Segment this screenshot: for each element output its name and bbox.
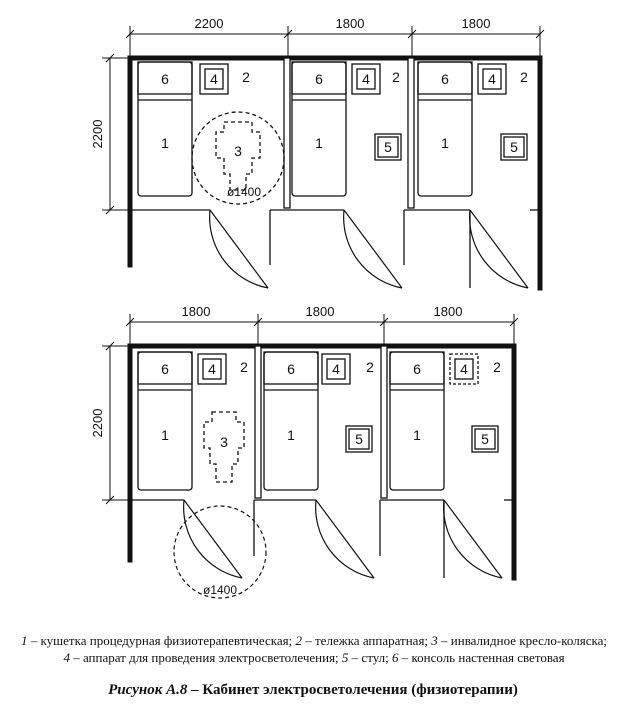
label-6: 6	[161, 71, 169, 87]
legend-num-1: 1	[21, 633, 28, 648]
label-6: 6	[315, 71, 323, 87]
label-5: 5	[510, 139, 518, 155]
top-dimension-3: 1800	[461, 16, 491, 31]
legend-num-2: 2	[295, 633, 302, 648]
legend-text-5: – стул;	[348, 650, 392, 665]
top-dimension-2: 1800	[335, 16, 365, 31]
legend-num-4: 4	[63, 650, 70, 665]
label-2: 2	[520, 69, 528, 85]
label-6: 6	[161, 361, 169, 377]
label-5: 5	[481, 431, 489, 447]
label-6: 6	[287, 361, 295, 377]
label-6: 6	[441, 71, 449, 87]
label-4: 4	[208, 361, 216, 377]
label-1: 1	[413, 427, 421, 443]
label-1: 1	[161, 135, 169, 151]
label-2: 2	[242, 69, 250, 85]
bottom-height-dimension: 2200	[90, 408, 105, 438]
label-1: 1	[161, 427, 169, 443]
label-3: 3	[220, 434, 228, 450]
room-bottom-1	[138, 352, 244, 490]
top-dimension-2: 1800	[305, 304, 335, 319]
label-2: 2	[493, 359, 501, 375]
legend-text-6: – консоль настенная световая	[398, 650, 565, 665]
plan-top	[102, 26, 544, 288]
room-bottom-2	[264, 352, 372, 490]
label-1: 1	[315, 135, 323, 151]
room-bottom-3	[390, 352, 498, 490]
circle-diameter-label: ø1400	[226, 185, 262, 199]
legend-num-6: 6	[391, 650, 399, 665]
legend-text-4: – аппарат для проведения электросветолечения;	[69, 650, 342, 665]
legend-text-3: – инвалидное кресло-коляска;	[437, 633, 607, 648]
top-dimension-1: 2200	[194, 16, 224, 31]
top-dimension-1: 1800	[181, 304, 211, 319]
label-4: 4	[362, 71, 370, 87]
figure-caption	[0, 682, 626, 699]
label-6: 6	[413, 361, 421, 377]
label-5: 5	[384, 139, 392, 155]
legend-num-3: 3	[431, 633, 438, 648]
figure-title: – Кабинет электросветолечения (физиотерапии)	[187, 682, 518, 698]
top-dimension-3: 1800	[433, 304, 463, 319]
room-top-2	[292, 62, 401, 196]
label-4: 4	[488, 71, 496, 87]
legend-text-1: – кушетка процедурная физиотерапевтическая;	[27, 633, 296, 648]
label-1: 1	[441, 135, 449, 151]
plan-bottom	[102, 314, 518, 598]
doors	[210, 210, 528, 288]
label-4: 4	[210, 71, 218, 87]
label-4: 4	[332, 361, 340, 377]
legend	[14, 632, 614, 666]
top-height-dimension: 2200	[90, 119, 105, 149]
label-2: 2	[366, 359, 374, 375]
label-3: 3	[234, 143, 242, 159]
label-2: 2	[240, 359, 248, 375]
label-5: 5	[355, 431, 363, 447]
label-4: 4	[460, 361, 468, 377]
legend-num-5: 5	[341, 650, 349, 665]
room-top-3	[418, 62, 527, 196]
label-1: 1	[287, 427, 295, 443]
label-2: 2	[392, 69, 400, 85]
figure-number: Рисунок А.8	[108, 682, 188, 698]
circle-diameter-label: ø1400	[202, 583, 238, 597]
legend-text-2: – тележка аппаратная;	[302, 633, 432, 648]
